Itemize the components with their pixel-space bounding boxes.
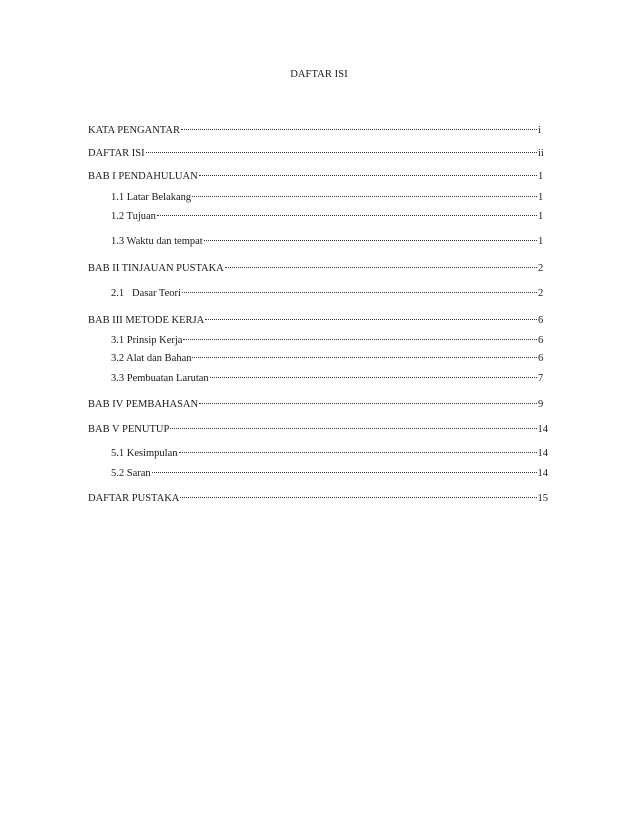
dot-leader bbox=[179, 452, 537, 453]
toc-entry-label: DAFTAR ISI bbox=[88, 148, 145, 159]
toc-entry-page: i bbox=[538, 125, 541, 136]
toc-entry-label: BAB V PENUTUP bbox=[88, 424, 170, 435]
toc-entry-label: 5.1 Kesimpulan bbox=[111, 448, 178, 459]
toc-entry-page: 1 bbox=[538, 236, 544, 247]
dot-leader bbox=[146, 152, 537, 153]
dot-leader bbox=[192, 196, 537, 197]
toc-entry bbox=[88, 262, 548, 276]
toc-entry bbox=[88, 314, 548, 328]
toc-entry bbox=[88, 124, 548, 138]
toc-entry bbox=[88, 398, 548, 412]
toc-entry-label: BAB I PENDAHULUAN bbox=[88, 171, 198, 182]
toc-entry bbox=[88, 147, 548, 161]
dot-leader bbox=[157, 215, 537, 216]
toc-entry-page: 6 bbox=[538, 315, 544, 326]
toc-entry-label: 1.1 Latar Belakang bbox=[111, 192, 192, 203]
toc-entry-label: 1.2 Tujuan bbox=[111, 211, 156, 222]
dot-leader bbox=[210, 377, 537, 378]
toc-entry-page: 14 bbox=[537, 424, 548, 435]
toc-entry-label: KATA PENGANTAR bbox=[88, 125, 180, 136]
toc-entry bbox=[88, 170, 548, 184]
toc-entry-label: BAB II TINJAUAN PUSTAKA bbox=[88, 263, 224, 274]
toc-entry-label: BAB IV PEMBAHASAN bbox=[88, 399, 199, 410]
dot-leader bbox=[199, 403, 537, 404]
toc-entry-page: 2 bbox=[538, 288, 544, 299]
dot-leader bbox=[182, 292, 537, 293]
dot-leader bbox=[199, 175, 537, 176]
toc-entry-page: 6 bbox=[538, 353, 544, 364]
toc-entry-label: BAB III METODE KERJA bbox=[88, 315, 205, 326]
toc-entry-page: 6 bbox=[538, 335, 544, 346]
toc-entry bbox=[111, 191, 548, 205]
toc-entry bbox=[111, 372, 548, 386]
toc-entry bbox=[111, 467, 548, 481]
toc-entry-label: 3.2 Alat dan Bahan bbox=[111, 353, 192, 364]
toc-entry-page: 1 bbox=[538, 211, 544, 222]
toc-entry-label: 5.2 Saran bbox=[111, 468, 151, 479]
toc-entry-page: 2 bbox=[538, 263, 544, 274]
toc-entry-page: 1 bbox=[538, 192, 544, 203]
dot-leader bbox=[204, 240, 537, 241]
toc-entry bbox=[88, 492, 548, 506]
toc-entry-label: DAFTAR PUSTAKA bbox=[88, 493, 180, 504]
toc-entry bbox=[111, 235, 548, 249]
toc-entry-label: 1.3 Waktu dan tempat bbox=[111, 236, 203, 247]
toc-entry-page: 9 bbox=[538, 399, 544, 410]
dot-leader bbox=[180, 497, 536, 498]
toc-entry-label: 3.1 Prinsip Kerja bbox=[111, 335, 183, 346]
toc-entry-label: 2.1 Dasar Teori bbox=[111, 288, 181, 299]
toc-entry bbox=[88, 423, 548, 437]
toc-entry-page: 15 bbox=[537, 493, 548, 504]
dot-leader bbox=[170, 428, 536, 429]
dot-leader bbox=[225, 267, 537, 268]
toc-entry bbox=[111, 352, 548, 366]
toc-entry-page: ii bbox=[538, 148, 544, 159]
toc-entry-page: 14 bbox=[537, 448, 548, 459]
toc-entry bbox=[111, 447, 548, 461]
dot-leader bbox=[181, 129, 537, 130]
toc-entry bbox=[111, 210, 548, 224]
toc-entry-page: 7 bbox=[538, 373, 544, 384]
dot-leader bbox=[152, 472, 537, 473]
dot-leader bbox=[192, 357, 537, 358]
toc-entry-page: 14 bbox=[537, 468, 548, 479]
toc-entry bbox=[111, 334, 548, 348]
dot-leader bbox=[183, 339, 537, 340]
toc-entry-page: 1 bbox=[538, 171, 544, 182]
dot-leader bbox=[205, 319, 537, 320]
toc-entry bbox=[111, 287, 548, 301]
page-title: DAFTAR ISI bbox=[290, 69, 348, 80]
toc-entry-label: 3.3 Pembuatan Larutan bbox=[111, 373, 209, 384]
